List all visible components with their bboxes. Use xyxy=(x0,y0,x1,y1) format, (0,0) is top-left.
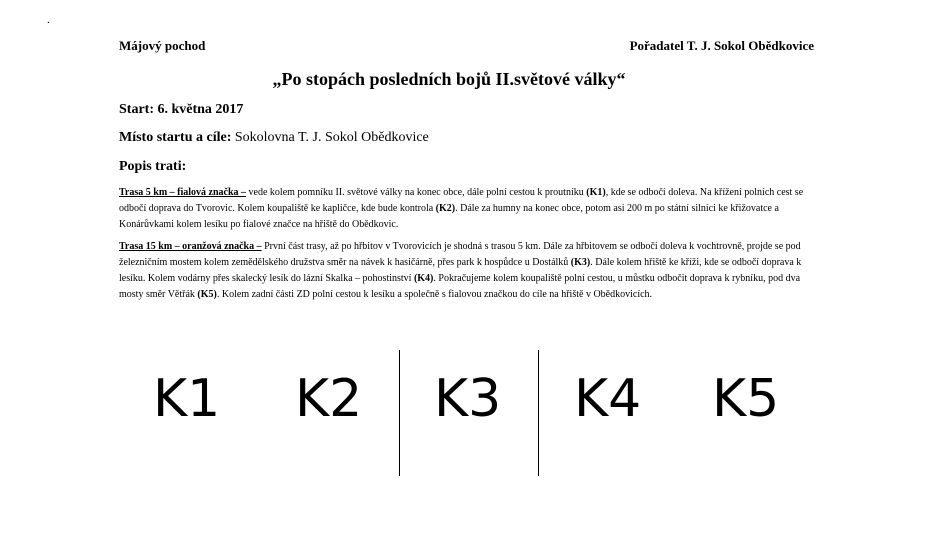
place-label: Místo startu a cíle: xyxy=(119,130,232,145)
checkpoint-code-k1: K1 xyxy=(153,369,221,429)
route-15km-lead: Trasa 15 km – oranžová značka – xyxy=(119,241,262,252)
checkpoint-code-k4: K4 xyxy=(574,369,642,429)
route-15km-text-3: . Pokračujeme kolem koupaliště polní cestou, u můstku odbočit doprava k rybníku, pod dva mosty směr Větřák xyxy=(119,273,801,300)
stray-dot: . xyxy=(47,14,50,26)
checkpoint-code-k3: K3 xyxy=(434,369,502,429)
checkpoint-codes xyxy=(0,340,937,480)
route-description-heading: Popis trati: xyxy=(119,159,187,174)
divider-line xyxy=(538,350,539,476)
checkpoint-code-k5: K5 xyxy=(712,369,780,429)
checkpoint-ref-k2: (K2) xyxy=(435,203,456,214)
route-15km-text-2: . Dále kolem hřiště ke kříži, kde se odbočí doprava k lesíku. Kolem vodárny přes skalecký lesík do lázní Skalka – pohostinství xyxy=(119,257,802,284)
route-15km-paragraph xyxy=(119,239,819,303)
place-value: Sokolovna T. J. Sokol Obědkovice xyxy=(231,130,429,145)
route-5km-paragraph xyxy=(119,185,819,233)
start-date: Start: 6. května 2017 xyxy=(119,102,244,117)
route-5km-text-2: , kde se odbočí doleva. Na křížení polních cest se odbočí doprava do Tvorovic. Kolem koupaliště ke kapličce, kde bude kontrola xyxy=(119,187,804,214)
route-5km-text-1: vede kolem pomníku II. světové války na konec obce, dále polní cestou k proutníku xyxy=(246,187,587,198)
checkpoint-ref-k3: (K3) xyxy=(570,257,591,268)
route-15km-text-4: . Kolem zadní části ZD polní cestou k lesíku a společně s fialovou značkou do cíle na hřiště v Obědkovicích. xyxy=(216,289,653,300)
divider-line xyxy=(399,350,400,476)
organizer: Pořadatel T. J. Sokol Obědkovice xyxy=(629,38,814,53)
checkpoint-code-k2: K2 xyxy=(295,369,363,429)
route-5km-text-3: . Dále za humny na konec obce, potom asi 200 m po státní silnici ke křižovatce a Konárůvkami kolem lesíku po fialové značce na hřiště do Obědkovic. xyxy=(119,203,779,230)
start-finish-place xyxy=(119,130,429,146)
route-15km-text-1: První část trasy, až po hřbitov v Tvorovicích je shodná s trasou 5 km. Dále za hřbitovem se odbočí doleva k vochtrovně, projde se pod železničním mostem kolem zemědělského družstva směr na návek k hasičárně, přes park k hospůdce u Dostálků xyxy=(119,241,801,268)
event-name: Májový pochod xyxy=(119,38,206,53)
route-5km-lead: Trasa 5 km – fialová značka – xyxy=(119,187,247,198)
checkpoint-ref-k4: (K4) xyxy=(413,273,434,284)
checkpoint-ref-k5: (K5) xyxy=(197,289,217,300)
page-title: „Po stopách posledních bojů II.světové války“ xyxy=(272,69,626,89)
checkpoint-ref-k1: (K1) xyxy=(586,187,606,198)
